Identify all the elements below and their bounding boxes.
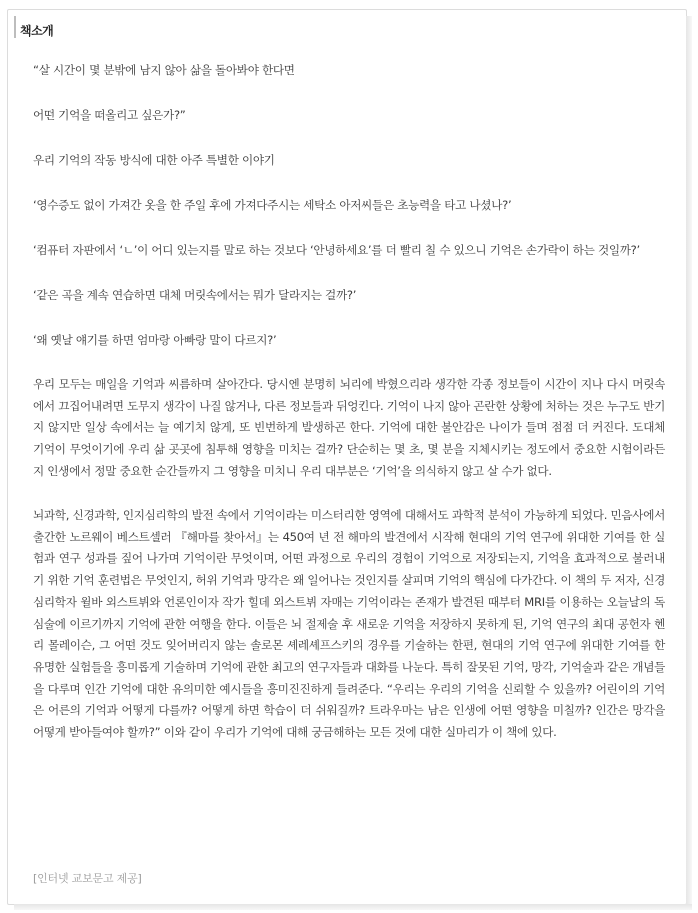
question-4: ‘왜 옛날 얘기를 하면 엄마랑 아빠랑 말이 다르지?’ xyxy=(33,333,277,347)
section-heading-wrap xyxy=(20,22,53,39)
subtitle-line: 우리 기억의 작동 방식에 대한 아주 특별한 이야기 xyxy=(33,153,275,167)
body-paragraph-2: 뇌과학, 신경과학, 인지심리학의 발전 속에서 기억이라는 미스터리한 영역에 대해서도 과학적 분석이 가능하게 되었다. 민음사에서 출간한 노르웨이 베스트셀러 『해마를 찾아서』는 450여 년 전 해마의 발견에서 시작해 현대의 기억 연구에 위대한 기여를 한 실험과 연구 성과를 짚어 나가며 기억이란 무엇이며, 어떤 과정으로 우리의 경험이 기억으로 저장되는지, 기억을 효과적으로 불러내기 위한 기억 훈련법은 무엇인지, 허위 기억과 망각은 왜 일어나는 것인지를 살피며 기억의 핵심에 다가간다. 이 책의 두 저자, 신경심리학자 윌바 외스트뷔와 언론인이자 작가 힐데 외스트뷔 자매는 기억이라는 존재가 발견된 때부터 MRI를 이용하는 오늘날의 독심술에 이르기까지 기억에 관한 여행을 한다. 이들은 뇌 절제술 후 새로운 기억을 저장하지 못하게 된, 기억 연구의 최대 공헌자 헨리 몰레이슨, 그 어떤 것도 잊어버리지 않는 솔로몬 셰레셰프스키의 경우를 기술하는 한편, 현대의 기억 연구에 위대한 기여를 한 유명한 실험들을 흥미롭게 기술하며 기억에 관한 최고의 연구자들과 대화를 나눈다. 특히 잘못된 기억, 망각, 기억술과 같은 개념들을 다루며 인간 기억에 대한 유의미한 예시들을 흥미진진하게 들려준다. “우리는 우리의 기억을 신뢰할 수 있을까? 어린이의 기억은 어른의 기억과 어떻게 다를까? 어떻게 하면 학습이 더 쉬워질까? 트라우마는 남은 인생에 어떤 영향을 미칠까? 인간은 망각을 어떻게 받아들여야 할까?” 이와 같이 우리가 기억에 대해 궁금해하는 모든 것에 대한 실마리가 이 책에 있다. xyxy=(33,508,665,740)
source-credit: [인터넷 교보문고 제공] xyxy=(33,872,142,885)
card-shadow xyxy=(686,16,692,904)
book-description xyxy=(33,59,665,766)
question-1: ‘영수증도 없이 가져간 옷을 한 주일 후에 가져다주시는 세탁소 아저씨들은 초능력을 타고 나셨나?’ xyxy=(33,198,512,212)
question-3: ‘같은 곡을 계속 연습하면 대체 머릿속에서는 뭐가 달라지는 걸까?’ xyxy=(33,288,357,302)
intro-line-1: “살 시간이 몇 분밖에 남지 않아 삶을 돌아봐야 한다면 xyxy=(33,63,295,77)
intro-line-2: 어떤 기억을 떠올리고 싶은가?” xyxy=(33,108,186,122)
body-paragraph-1: 우리 모두는 매일을 기억과 씨름하며 살아간다. 당시엔 분명히 뇌리에 박혔으리라 생각한 각종 정보들이 시간이 지나 다시 머릿속에서 끄집어내려면 도무지 생각이 나질 않거나, 다른 정보들과 뒤엉킨다. 기억이 나지 않아 곤란한 상황에 처하는 것은 누구도 반기지 않지만 일상 속에서는 늘 예기치 않게, 또 빈번하게 발생하곤 한다. 기억에 대한 불안감은 나이가 들며 점점 더 커진다. 도대체 기억이 무엇이기에 우리 삶 곳곳에 침투해 영향을 미치는 걸까? 단순히는 몇 초, 몇 분을 지체시키는 정도에서 중요한 시험이라든지 인생에서 정말 중요한 순간들까지 그 영향을 미치니 우리 대부분은 ‘기억’을 의식하지 않고 살 수가 없다. xyxy=(33,377,665,478)
heading-bar xyxy=(14,16,16,38)
section-title: 책소개 xyxy=(20,24,54,38)
card-shadow-bottom xyxy=(14,904,692,910)
question-2: ‘컴퓨터 자판에서 ‘ㄴ’이 어디 있는지를 말로 하는 것보다 ‘안녕하세요’를 더 빨리 칠 수 있으니 기억은 손가락이 하는 것일까?’ xyxy=(33,243,640,257)
